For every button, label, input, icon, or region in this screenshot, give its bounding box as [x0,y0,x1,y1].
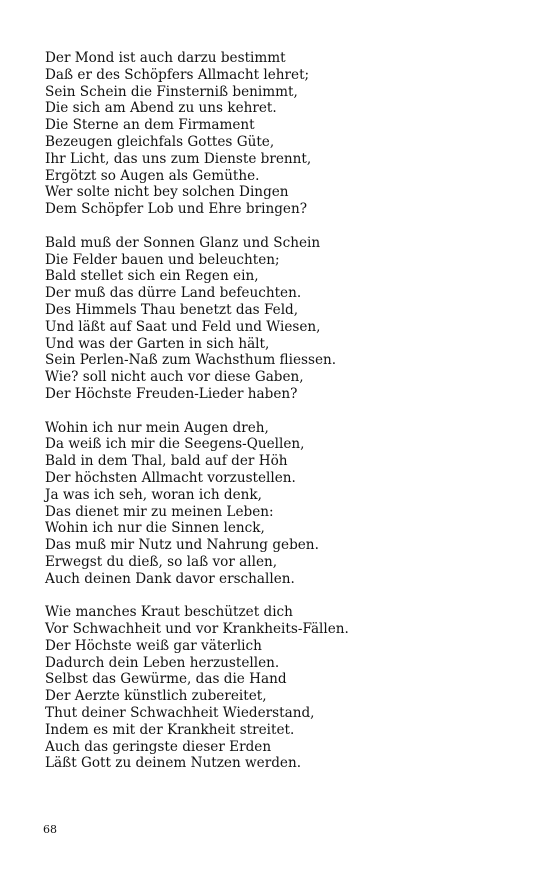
page-number: 68 [43,823,57,836]
poem-line: Bald in dem Thal, bald auf der Höh [45,453,288,470]
poem-line: Auch deinen Dank davor erschallen. [45,570,295,587]
stanza-4 [45,604,525,772]
poem-line: Dem Schöpfer Lob und Ehre bringen? [45,201,308,218]
poem-line: Auch das geringste dieser Erden [45,738,272,755]
poem-line: Ihr Licht, das uns zum Dienste brennt, [45,150,312,167]
poem-line: Wer solte nicht bey solchen Dingen [45,184,289,201]
poem-line: Wie? soll nicht auch vor diese Gaben, [45,369,304,386]
poem-line: Der Aerzte künstlich zubereitet, [45,688,267,705]
poem-line: Selbst das Gewürme, das die Hand [45,671,287,688]
poem-line: Das dienet mir zu meinen Leben: [45,503,274,520]
poem-line: Die sich am Abend zu uns kehret. [45,100,277,117]
poem-line: Der Höchste weiß gar väterlich [45,637,262,654]
stanza-2 [45,235,525,403]
poem-line: Der Mond ist auch darzu bestimmt [45,50,286,66]
poem-line: Bald muß der Sonnen Glanz und Schein [45,234,321,251]
poem-line: Läßt Gott zu deinem Nutzen werden. [45,755,302,772]
poem-line: Wohin ich nur mein Augen dreh, [45,419,269,436]
poem-line: Wie manches Kraut beschützet dich [45,604,293,621]
poem-line: Thut deiner Schwachheit Wiederstand, [45,705,315,722]
poem-line: Indem es mit der Krankheit streitet. [45,721,295,738]
poem-line: Daß er des Schöpfers Allmacht lehret; [45,66,310,83]
poem-line: Sein Schein die Finsterniß benimmt, [45,83,298,100]
poem-line: Die Sterne an dem Firmament [45,117,255,134]
poem-line: Der höchsten Allmacht vorzustellen. [45,469,296,486]
poem-line: Da weiß ich mir die Seegens-Quellen, [45,436,305,453]
poem-line: Dadurch dein Leben herzustellen. [45,654,280,671]
poem-line: Der Höchste Freuden-Lieder haben? [45,385,298,402]
poem-line: Des Himmels Thau benetzt das Feld, [45,301,299,318]
poem-line: Ja was ich seh, woran ich denk, [45,486,262,503]
stanza-1 [45,50,525,218]
poem-line: Und was der Garten in sich hält, [45,335,270,352]
poem-line: Wohin ich nur die Sinnen lenck, [45,520,265,537]
stanza-3 [45,420,525,588]
poem-line: Bezeugen gleichfals Gottes Güte, [45,133,275,150]
poem-line: Erwegst du dieß, so laß vor allen, [45,553,278,570]
poem-line: Ergötzt so Augen als Gemüthe. [45,167,260,184]
poem-line: Bald stellet sich ein Regen ein, [45,268,259,285]
poem-line: Das muß mir Nutz und Nahrung geben. [45,537,319,554]
poem-body [45,50,525,789]
poem-line: Und läßt auf Saat und Feld und Wiesen, [45,318,321,335]
poem-line: Die Felder bauen und beleuchten; [45,251,280,268]
poem-line: Sein Perlen-Naß zum Wachsthum fliessen. [45,352,337,369]
poem-line: Vor Schwachheit und vor Krankheits-Fällen. [45,621,349,638]
poem-line: Der muß das dürre Land befeuchten. [45,285,302,302]
